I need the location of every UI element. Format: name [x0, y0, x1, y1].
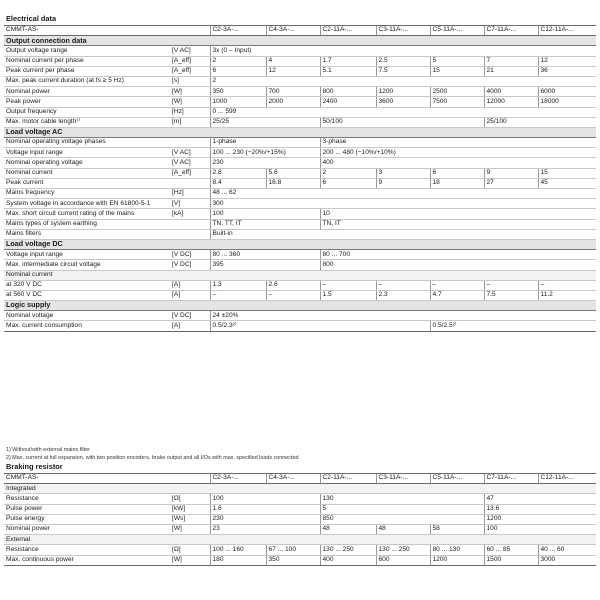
row-max-continuous-power: [4, 555, 596, 565]
value-cell: 230: [210, 158, 320, 168]
value-cell: 80 ... 130: [430, 545, 484, 555]
unit-cell: [A]: [170, 321, 210, 331]
variant-header: C7-11A-...: [484, 474, 538, 484]
parameter-label: Output voltage range: [4, 46, 170, 56]
value-cell: 0.5/2.5²⁾: [430, 321, 596, 331]
unit-cell: [W]: [170, 97, 210, 107]
value-cell: 24 ±20%: [210, 311, 596, 321]
value-cell: –: [266, 290, 320, 300]
product-family-header: CMMT-AS-: [4, 474, 170, 484]
value-cell: 1000: [210, 97, 266, 107]
value-cell: 2: [210, 56, 266, 66]
value-cell: 48: [376, 524, 430, 534]
unit-cell: [W]: [170, 87, 210, 97]
parameter-label: Nominal power: [4, 87, 170, 97]
unit-cell: [kA]: [170, 209, 210, 219]
row-pulse-power: [4, 504, 596, 514]
value-cell: 11.2: [538, 290, 596, 300]
value-cell: 1.5: [320, 290, 376, 300]
unit-cell: [170, 219, 210, 229]
parameter-label: Peak power: [4, 97, 170, 107]
value-cell: 1200: [430, 555, 484, 565]
value-cell: 600: [376, 555, 430, 565]
variant-header: C5-11A-...: [430, 474, 484, 484]
value-cell: 1-phase: [210, 138, 320, 148]
unit-cell: [Ω]: [170, 494, 210, 504]
value-cell: 180: [210, 555, 266, 565]
column-header-row: [4, 474, 596, 484]
row-nominal-current: [4, 168, 596, 178]
value-cell: 3x (0 – Input): [210, 46, 596, 56]
variant-header: C2-3A-...: [210, 26, 266, 36]
column-header-row: [4, 26, 596, 36]
unit-cell: [s]: [170, 76, 210, 86]
row-max-motor-cable-length: [4, 117, 596, 127]
value-cell: 27: [484, 178, 538, 188]
value-cell: 350: [210, 87, 266, 97]
value-cell: 18000: [538, 97, 596, 107]
value-cell: 230: [210, 514, 320, 524]
value-cell: 2: [320, 168, 376, 178]
value-cell: 0.5/2.3²⁾: [210, 321, 430, 331]
variant-header: C2-11A-...: [320, 26, 376, 36]
group-label: Integrated: [4, 484, 596, 494]
value-cell: 80 ... 360: [210, 250, 320, 260]
parameter-label: Pulse power: [4, 504, 170, 514]
section-load-voltage-dc: [4, 239, 596, 249]
value-cell: 5: [430, 56, 484, 66]
unit-cell: [V AC]: [170, 148, 210, 158]
value-cell: 1200: [376, 87, 430, 97]
parameter-label: Pulse energy: [4, 514, 170, 524]
value-cell: 5: [320, 504, 484, 514]
parameter-label: Nominal current per phase: [4, 56, 170, 66]
row-system-voltage-in-accordance-with-en-61800-5-1: [4, 199, 596, 209]
row-voltage-input-range: [4, 148, 596, 158]
parameter-label: at 320 V DC: [4, 280, 170, 290]
parameter-label: Voltage input range: [4, 250, 170, 260]
value-cell: 15: [430, 66, 484, 76]
unit-cell: [V AC]: [170, 158, 210, 168]
parameter-label: Peak current: [4, 178, 170, 188]
unit-cell: [W]: [170, 524, 210, 534]
value-cell: 15: [538, 168, 596, 178]
value-cell: 16.8: [266, 178, 320, 188]
value-cell: 67 ... 100: [266, 545, 320, 555]
group-label: Nominal current: [4, 270, 596, 280]
value-cell: 7.5: [376, 66, 430, 76]
section-title: Output connection data: [4, 36, 596, 46]
value-cell: 4000: [484, 87, 538, 97]
value-cell: 1.7: [320, 56, 376, 66]
value-cell: 2.5: [376, 56, 430, 66]
value-cell: –: [376, 280, 430, 290]
variant-header: C12-11A-...: [538, 26, 596, 36]
variant-header: C3-11A-...: [376, 26, 430, 36]
parameter-label: Mains filters: [4, 229, 170, 239]
parameter-label: Peak current per phase: [4, 66, 170, 76]
unit-cell: [V DC]: [170, 260, 210, 270]
value-cell: 800: [320, 260, 596, 270]
value-cell: –: [484, 280, 538, 290]
value-cell: –: [320, 280, 376, 290]
row-voltage-input-range: [4, 250, 596, 260]
value-cell: 100: [210, 494, 320, 504]
unit-cell: [W]: [170, 555, 210, 565]
row-at-560-v-dc: [4, 290, 596, 300]
value-cell: 200 ... 480 (−10%/+10%): [320, 148, 596, 158]
value-cell: 1200: [484, 514, 596, 524]
value-cell: 6: [210, 66, 266, 76]
value-cell: 300: [210, 199, 596, 209]
row-peak-power: [4, 97, 596, 107]
value-cell: 60 ... 85: [484, 545, 538, 555]
section-title: Logic supply: [4, 301, 596, 311]
product-family-header: CMMT-AS-: [4, 26, 170, 36]
group-label: External: [4, 535, 596, 545]
value-cell: 9: [376, 178, 430, 188]
value-cell: 350: [266, 555, 320, 565]
value-cell: 2: [210, 76, 596, 86]
parameter-label: System voltage in accordance with EN 61800-5-1: [4, 199, 170, 209]
row-nominal-power: [4, 524, 596, 534]
value-cell: 25/100: [484, 117, 596, 127]
unit-cell: [A_eff]: [170, 56, 210, 66]
value-cell: 130: [320, 494, 484, 504]
value-cell: 50/100: [320, 117, 484, 127]
row-pulse-energy: [4, 514, 596, 524]
value-cell: 700: [266, 87, 320, 97]
value-cell: Built-in: [210, 229, 596, 239]
row-integrated: [4, 484, 596, 494]
unit-header: [170, 26, 210, 36]
value-cell: –: [538, 280, 596, 290]
unit-cell: [170, 229, 210, 239]
row-max-intermediate-circuit-voltage: [4, 260, 596, 270]
unit-header: [170, 474, 210, 484]
variant-header: C12-11A-...: [538, 474, 596, 484]
value-cell: 100: [484, 524, 596, 534]
variant-header: C5-11A-...: [430, 26, 484, 36]
electrical-data-table: [4, 14, 596, 332]
parameter-label: Output frequency: [4, 107, 170, 117]
value-cell: 8.4: [210, 178, 266, 188]
variant-header: C3-11A-...: [376, 474, 430, 484]
value-cell: 400: [320, 555, 376, 565]
row-mains-types-of-system-earthing: [4, 219, 596, 229]
value-cell: 18: [430, 178, 484, 188]
value-cell: 100 ... 160: [210, 545, 266, 555]
row-nominal-operating-voltage: [4, 158, 596, 168]
value-cell: 5.6: [266, 168, 320, 178]
row-max-short-circuit-current-rating-of-the-mains: [4, 209, 596, 219]
parameter-label: Max. peak current duration (at fs ≥ 5 Hz): [4, 76, 170, 86]
row-output-voltage-range: [4, 46, 596, 56]
value-cell: 1.3: [210, 280, 266, 290]
parameter-label: Voltage input range: [4, 148, 170, 158]
value-cell: TN, IT: [320, 219, 596, 229]
value-cell: 45: [538, 178, 596, 188]
section-title: Load voltage AC: [4, 127, 596, 137]
unit-cell: [170, 178, 210, 188]
value-cell: –: [430, 280, 484, 290]
value-cell: 40 ... 60: [538, 545, 596, 555]
value-cell: 10: [320, 209, 596, 219]
value-cell: 3000: [538, 555, 596, 565]
value-cell: 6: [320, 178, 376, 188]
value-cell: 6: [430, 168, 484, 178]
value-cell: 1.6: [210, 504, 320, 514]
value-cell: 80 ... 700: [320, 250, 596, 260]
value-cell: 12: [538, 56, 596, 66]
parameter-label: Max. motor cable length¹⁾: [4, 117, 170, 127]
parameter-label: Max. current consumption: [4, 321, 170, 331]
unit-cell: [V AC]: [170, 46, 210, 56]
value-cell: 395: [210, 260, 320, 270]
parameter-label: Resistance: [4, 494, 170, 504]
value-cell: 36: [538, 66, 596, 76]
row-resistance: [4, 494, 596, 504]
value-cell: 2.8: [210, 168, 266, 178]
parameter-label: Nominal operating voltage: [4, 158, 170, 168]
unit-cell: [V DC]: [170, 311, 210, 321]
value-cell: 100 ... 230 (−20%/+15%): [210, 148, 320, 158]
braking-resistor-title: Braking resistor: [4, 462, 596, 474]
value-cell: 3: [376, 168, 430, 178]
value-cell: 2.6: [266, 280, 320, 290]
variant-header: C7-11A-...: [484, 26, 538, 36]
value-cell: 5.1: [320, 66, 376, 76]
unit-cell: [A_eff]: [170, 168, 210, 178]
section-title: Load voltage DC: [4, 239, 596, 249]
row-external: [4, 535, 596, 545]
value-cell: 12: [266, 66, 320, 76]
section-load-voltage-ac: [4, 127, 596, 137]
value-cell: 1500: [484, 555, 538, 565]
unit-cell: [V]: [170, 199, 210, 209]
value-cell: 7.5: [484, 290, 538, 300]
unit-cell: [A_eff]: [170, 66, 210, 76]
parameter-label: Resistance: [4, 545, 170, 555]
value-cell: 2.3: [376, 290, 430, 300]
electrical-data-title: Electrical data: [4, 14, 596, 26]
value-cell: 400: [320, 158, 596, 168]
unit-cell: [Ws]: [170, 514, 210, 524]
value-cell: 850: [320, 514, 484, 524]
value-cell: 100: [210, 209, 320, 219]
value-cell: –: [210, 290, 266, 300]
row-max-peak-current-duration-at-fs-5-hz: [4, 76, 596, 86]
parameter-label: Nominal voltage: [4, 311, 170, 321]
variant-header: C4-3A-...: [266, 474, 320, 484]
parameter-label: at 560 V DC: [4, 290, 170, 300]
row-nominal-power: [4, 87, 596, 97]
value-cell: 25/25: [210, 117, 320, 127]
row-nominal-current-per-phase: [4, 56, 596, 66]
value-cell: 47: [484, 494, 596, 504]
row-nominal-voltage: [4, 311, 596, 321]
value-cell: 23: [210, 524, 320, 534]
value-cell: TN, TT, IT: [210, 219, 320, 229]
parameter-label: Nominal power: [4, 524, 170, 534]
row-max-current-consumption: [4, 321, 596, 331]
row-mains-filters: [4, 229, 596, 239]
unit-cell: [m]: [170, 117, 210, 127]
value-cell: 3600: [376, 97, 430, 107]
unit-cell: [A]: [170, 280, 210, 290]
value-cell: 48: [320, 524, 376, 534]
row-peak-current: [4, 178, 596, 188]
row-at-320-v-dc: [4, 280, 596, 290]
variant-header: C4-3A-...: [266, 26, 320, 36]
value-cell: 800: [320, 87, 376, 97]
parameter-label: Mains types of system earthing: [4, 219, 170, 229]
variant-header: C2-3A-...: [210, 474, 266, 484]
value-cell: 0 ... 599: [210, 107, 596, 117]
row-nominal-operating-voltage-phases: [4, 138, 596, 148]
section-output-connection-data: [4, 36, 596, 46]
unit-cell: [kW]: [170, 504, 210, 514]
braking-resistor-table: [4, 462, 596, 566]
unit-cell: [Hz]: [170, 107, 210, 117]
row-mains-frequency: [4, 189, 596, 199]
parameter-label: Max. continuous power: [4, 555, 170, 565]
value-cell: 7500: [430, 97, 484, 107]
value-cell: 7: [484, 56, 538, 66]
parameter-label: Nominal operating voltage phases: [4, 138, 170, 148]
section-logic-supply: [4, 301, 596, 311]
row-resistance: [4, 545, 596, 555]
footnote-1: 1) Without/with external mains filter: [6, 447, 90, 453]
unit-cell: [V DC]: [170, 250, 210, 260]
parameter-label: Mains frequency: [4, 189, 170, 199]
unit-cell: [Ω]: [170, 545, 210, 555]
value-cell: 48 ... 62: [210, 189, 596, 199]
value-cell: 21: [484, 66, 538, 76]
value-cell: 2500: [430, 87, 484, 97]
value-cell: 9: [484, 168, 538, 178]
row-output-frequency: [4, 107, 596, 117]
row-peak-current-per-phase: [4, 66, 596, 76]
value-cell: 130 ... 250: [320, 545, 376, 555]
value-cell: 4: [266, 56, 320, 66]
variant-header: C2-11A-...: [320, 474, 376, 484]
value-cell: 2400: [320, 97, 376, 107]
value-cell: 4.7: [430, 290, 484, 300]
value-cell: 3-phase: [320, 138, 596, 148]
unit-cell: [Hz]: [170, 189, 210, 199]
unit-cell: [170, 138, 210, 148]
footnotes: [6, 446, 594, 462]
row-nominal-current: [4, 270, 596, 280]
unit-cell: [A]: [170, 290, 210, 300]
value-cell: 58: [430, 524, 484, 534]
parameter-label: Nominal current: [4, 168, 170, 178]
parameter-label: Max. short circuit current rating of the mains: [4, 209, 170, 219]
value-cell: 130 ... 250: [376, 545, 430, 555]
value-cell: 12000: [484, 97, 538, 107]
value-cell: 6000: [538, 87, 596, 97]
value-cell: 2000: [266, 97, 320, 107]
parameter-label: Max. intermediate circuit voltage: [4, 260, 170, 270]
footnote-2: 2) Max. current at full expansion, with two position encoders, brake output and all I/Os with max. specified loads connected: [6, 455, 299, 461]
value-cell: 13.6: [484, 504, 596, 514]
